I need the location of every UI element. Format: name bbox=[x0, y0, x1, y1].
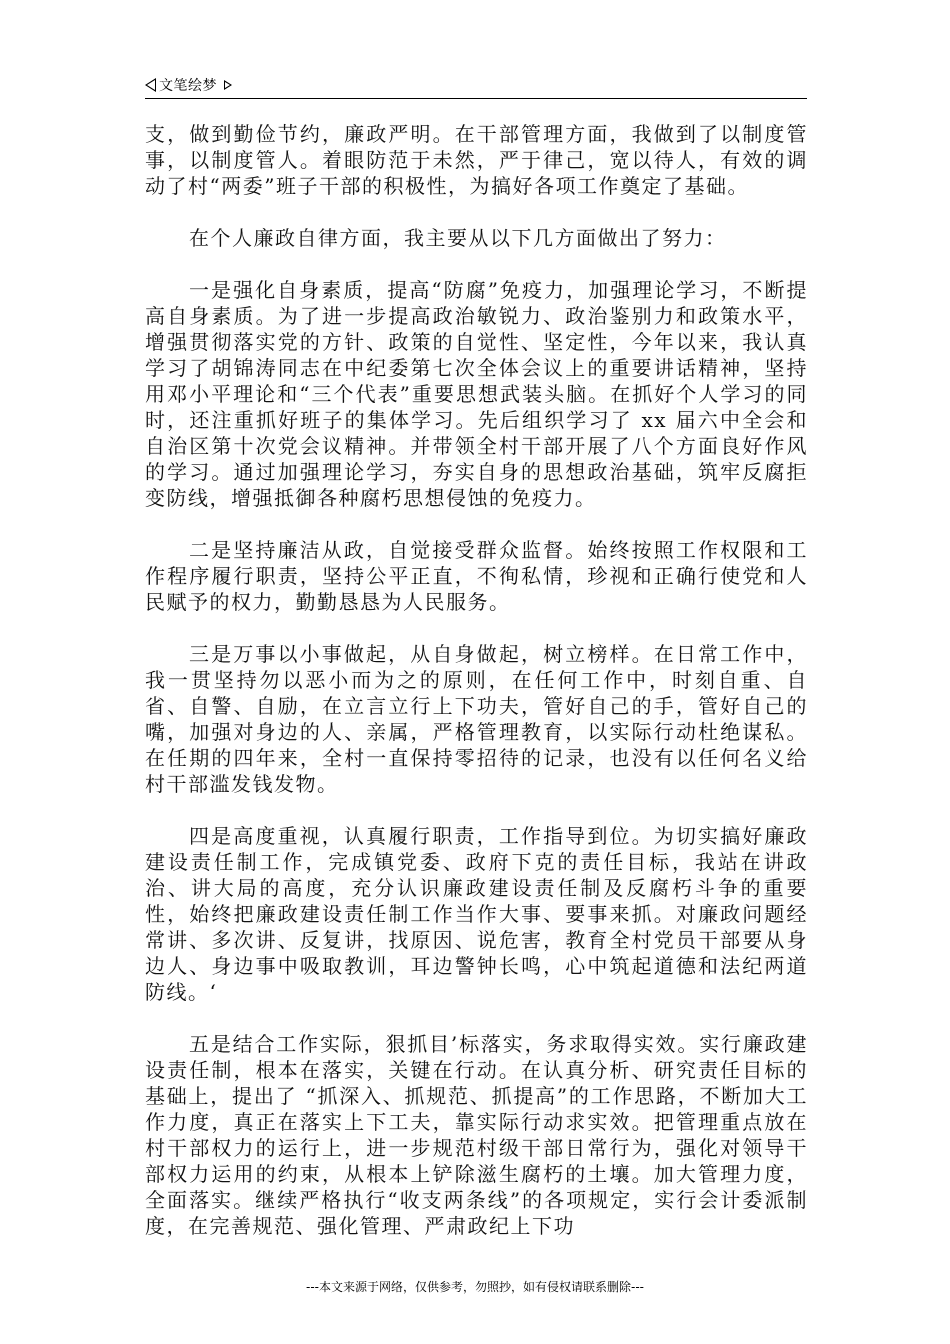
header-title: 文笔绘梦 bbox=[159, 78, 217, 94]
paragraph-point-4: 四是高度重视，认真履行职责，工作指导到位。为切实搞好廉政建设责任制工作，完成镇党委、政府下克的责任目标，我站在讲政治、讲大局的高度，充分认识廉政建设责任制及反腐朽斗争的重要性，始终把廉政建设责任制工作当作大事、要事来抓。对廉政问题经常讲、多次讲、反复讲，找原因、说危害，教育全村党员干部要从身边人、身边事中吸取教训，耳边警钟长鸣，心中筑起道德和法纪两道防线。‘ bbox=[145, 824, 808, 1004]
paragraph-point-3: 三是万事以小事做起，从自身做起，树立榜样。在日常工作中，我一贯坚持勿以恶小而为之的原则，在任何工作中，时刻自重、自省、自警、自励，在立言立行上下功夫，管好自己的手，管好自己的嘴，加强对身边的人、亲属，严格管理教育，以实际行动杜绝谋私。在任期的四年来，全村一直保持零招待的记录，也没有以任何名义给村干部滥发钱发物。 bbox=[145, 642, 808, 796]
page-header bbox=[145, 72, 807, 99]
triangle-right-icon bbox=[224, 80, 232, 90]
footer-disclaimer: ---本文来源于网络，仅供参考，勿照抄，如有侵权请联系删除--- bbox=[306, 1280, 644, 1294]
paragraph-point-2: 二是坚持廉洁从政，自觉接受群众监督。始终按照工作权限和工作程序履行职责，坚持公平正直，不徇私情，珍视和正确行使党和人民赋予的权力，勤勤恳恳为人民服务。 bbox=[145, 538, 808, 614]
paragraph-point-1: 一是强化自身素质，提高“防腐”免疫力，加强理论学习，不断提高自身素质。为了进一步提高政治敏锐力、政治鉴别力和政策水平，增强贯彻落实党的方针、政策的自觉性、坚定性，今年以来，我认真学习了胡锦涛同志在中纪委第七次全体会议上的重要讲话精神，坚持用邓小平理论和“三个代表”重要思想武装头脑。在抓好个人学习的同时，还注重抓好班子的集体学习。先后组织学习了 xx 届六中全会和自治区第十次党会议精神。并带领全村干部开展了八个方面良好作风的学习。通过加强理论学习，夯实自身的思想政治基础，筑牢反腐拒变防线，增强抵御各种腐朽思想侵蚀的免疫力。 bbox=[145, 278, 808, 510]
paragraph-continuation: 支，做到勤俭节约，廉政严明。在干部管理方面，我做到了以制度管事，以制度管人。着眼防范于未然，严于律己，宽以待人，有效的调动了村“两委”班子干部的积极性，为搞好各项工作奠定了基础。 bbox=[145, 122, 808, 198]
triangle-left-icon bbox=[145, 78, 156, 92]
paragraph-point-5: 五是结合工作实际，狠抓目’标落实，务求取得实效。实行廉政建设责任制，根本在落实，关键在行动。在认真分析、研究责任目标的基础上，提出了 “抓深入、抓规范、抓提高”的工作思路，不断加大工作力度，真正在落实上下工夫，靠实际行动求实效。把管理重点放在村干部权力的运行上，进一步规范村级干部日常行为，强化对领导干部权力运用的约束，从根本上铲除滋生腐朽的土壤。加大管理力度，全面落实。继续严格执行“收支两条线”的各项规定，实行会计委派制度，在完善规范、强化管理、严肃政纪上下功 bbox=[145, 1032, 808, 1238]
paragraph-intro: 在个人廉政自律方面，我主要从以下几方面做出了努力： bbox=[189, 226, 727, 250]
document-body bbox=[145, 121, 808, 1265]
